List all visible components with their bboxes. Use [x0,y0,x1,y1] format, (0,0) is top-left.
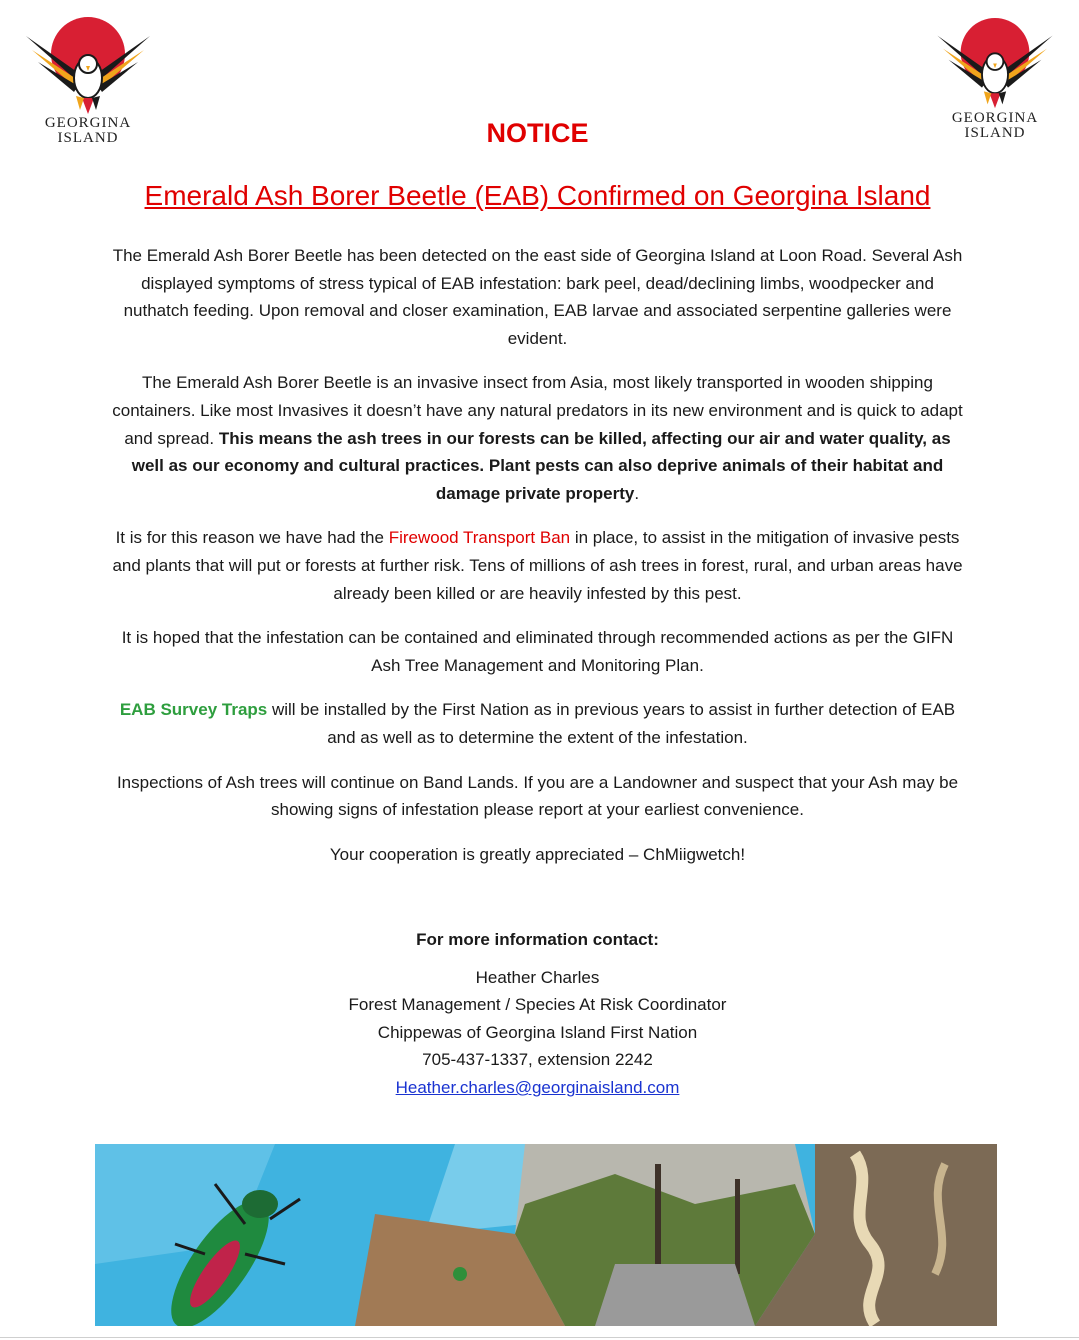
paragraph-invasive-emphasis: This means the ash trees in our forests can be killed, affecting our air and water quality, as well as our economy and cultural practices. Plant pests can also deprive animals of their habitat and damage private property [131,428,951,503]
paragraph-detection: The Emerald Ash Borer Beetle has been detected on the east side of Georgina Island at Loon Road. Several Ash displayed symptoms of stress typical of EAB infestation: bark peel, dead/declining limbs, woodpecker and nuthatch feeding. Upon removal and closer examination, EAB larvae and associated serpentine galleries were evident. [112,246,963,348]
paragraph-invasive-text: The Emerald Ash Borer Beetle is an invasive insect from Asia, most likely transported in wooden shipping containers. Like most Invasives it doesn’t have any natural predators in its new environment and is quick to adapt and spread. [112,373,963,448]
paragraph-invasive-end: . [634,483,640,503]
eagle-sun-emblem-icon [930,16,1060,111]
eab-photo-banner [95,1144,997,1326]
page-bottom-divider [0,1337,1079,1338]
paragraph-firewood-start: It is for this reason we have had the [115,528,389,548]
contact-block [0,926,1075,1102]
contact-title: Forest Management / Species At Risk Coordinator [348,995,727,1015]
page-headline: Emerald Ash Borer Beetle (EAB) Confirmed on Georgina Island [144,180,931,211]
firewood-transport-ban-text: Firewood Transport Ban [388,528,571,548]
contact-email-link[interactable]: Heather.charles@georginaisland.com [395,1077,680,1097]
logo-line-2: ISLAND [964,125,1026,141]
logo-line-2: ISLAND [57,130,119,146]
insect-closeup-photo [595,1264,755,1326]
contact-organization: Chippewas of Georgina Island First Nation [377,1022,698,1042]
logo-line-1: GEORGINA [951,110,1039,126]
paragraph-containment: It is hoped that the infestation can be contained and eliminated through recommended actions as per the GIFN Ash Tree Management and Monitoring Plan. [121,628,954,675]
paragraph-survey-traps [110,696,965,751]
paragraph-survey-end: will be installed by the First Nation as in previous years to assist in further detection of EAB and as well as to determine the extent of the infestation. [267,700,956,747]
eagle-sun-emblem-icon [18,16,158,116]
eab-survey-traps-text: EAB Survey Traps [119,700,268,720]
paragraph-thanks: Your cooperation is greatly appreciated – ChMiigwetch! [329,844,746,864]
contact-name: Heather Charles [475,967,600,987]
contact-phone: 705-437-1337, extension 2242 [422,1050,653,1070]
paragraph-inspections: Inspections of Ash trees will continue on Band Lands. If you are a Landowner and suspect that your Ash may be showing signs of infestation please report at your earliest convenience. [116,772,959,820]
logo-line-1: GEORGINA [44,115,132,131]
paragraph-firewood-end: in place, to assist in the mitigation of invasive pests and plants that will put or forests at further risk. Tens of millions of ash trees in forest, rural, and urban areas have already been killed or are heavily infested by this pest. [112,528,963,603]
contact-heading: For more information contact: [416,930,659,949]
photo-collage [95,1144,997,1326]
paragraph-firewood-ban [110,524,965,607]
notice-title: NOTICE [486,118,589,148]
notice-body [110,242,965,885]
paragraph-invasive [110,369,965,507]
